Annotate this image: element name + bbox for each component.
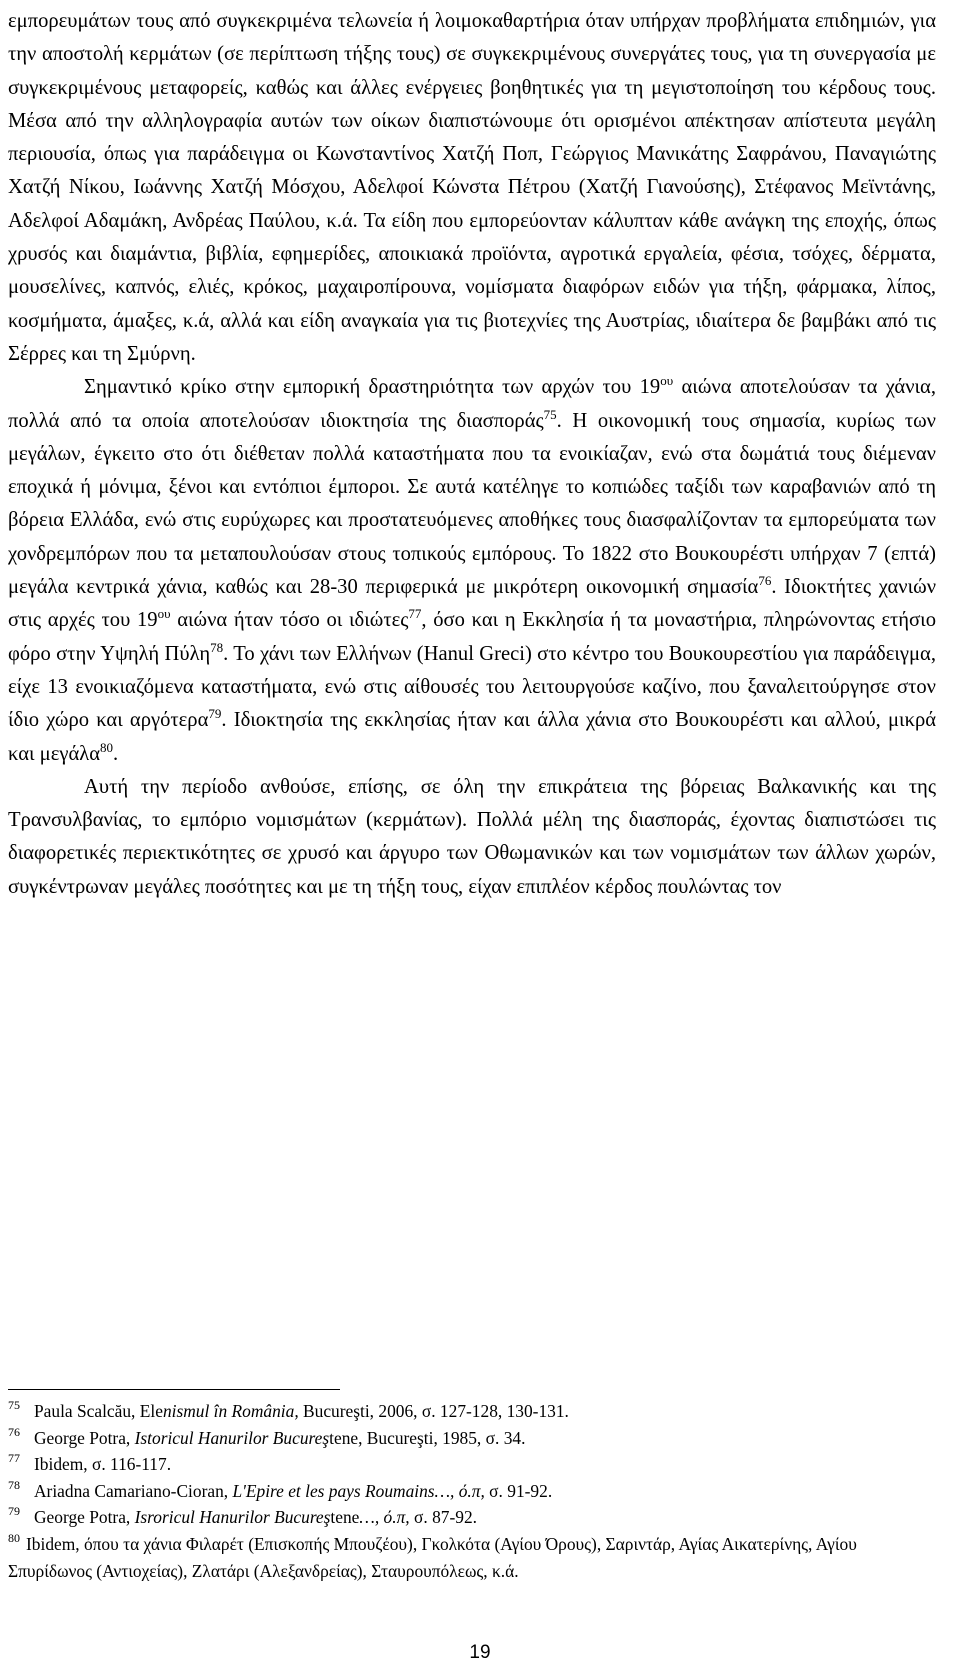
paragraph	[8, 771, 936, 904]
footnote-reference: 80	[100, 739, 114, 755]
footnote: 80 Ibidem, όπου τα χάνια Φιλαρέτ (Επισκοπής Μπουζέου), Γκολκότα (Αγίου Όρους), Σαριντάρ, Αγίας Αικατερίνης, Αγίου Σπυρίδωνος (Αντιοχείας), Ζλατάρι (Αλεξανδρείας), Σταυρουπόλεως, κ.ά.	[8, 1530, 857, 1581]
text-run: .	[113, 742, 119, 765]
text-run: αιώνα ήταν τόσο οι ιδιώτες	[170, 609, 409, 632]
italic-title: …, ό.π,	[359, 1507, 410, 1528]
footnote-reference: ου	[660, 373, 674, 389]
footnotes	[8, 1398, 936, 1584]
footnote-reference: 78	[210, 639, 224, 655]
text-run: σ. 87-92.	[409, 1507, 477, 1528]
footnote-reference: 77	[408, 606, 422, 622]
paragraph	[8, 371, 936, 771]
footnote: 78 Ariadna Camariano-Cioran, L'Epire et les pays Roumains…, ό.π, σ. 91-92.	[8, 1477, 553, 1501]
paragraph	[8, 0, 936, 371]
footnote-reference: 76	[758, 573, 772, 589]
page-number: 19	[469, 1642, 491, 1663]
footnote: 77 Ibidem, σ. 116-117.	[8, 1451, 172, 1475]
text-run: tene	[330, 1507, 360, 1528]
text-run: tene, Bucureşti, 1985, σ. 34.	[329, 1427, 526, 1448]
footnote: 75 Paula Scalcău, Elenismul în România, Bucureşti, 2006, σ. 127-128, 130-131.	[8, 1398, 569, 1421]
italic-title: L'Epire et les pays Roumains…, ό.π,	[232, 1480, 485, 1501]
italic-title: Istoricul Hanurilor Bucureş	[134, 1427, 330, 1448]
footnote-reference: ου	[157, 606, 171, 622]
text-run: . Η οικονομική τους σημασία, κυρίως των μεγάλων, έγκειτο στο ότι διέθεταν πολλά καταστήματα που τα ενοικίαζαν, ενώ στα δωμάτιά τους διέμεναν εποχικά ή μόνιμα, ξένοι και εντόπιοι έμποροι. Σε αυτά κατέληγε το κοπιώδες ταξίδι των καραβανιών από τη βόρεια Ελλάδα, ενώ στις ευρύχωρες και προστατευόμενες αποθήκες τους διασφαλίζονταν τα εμπορεύματα των χονδρεμπόρων που τα μεταπουλούσαν στους τοπικούς εμπόρους. Το 1822 στο Βουκουρέστι υπήρχαν 7 (επτά) μεγάλα κεντρικά χάνια, καθώς και 28-30 περιφερικά με μικρότερη οικονομική σημασία	[8, 409, 936, 599]
text-run: Σημαντικό κρίκο στην εμπορική δραστηριότητα των αρχών του 19	[84, 376, 661, 399]
text-run: . Το χάνι των Ελλήνων (Hanul Greci) στο κέντρο του Βουκουρεστίου για παράδειγμα, είχε 13 ενοικιαζόμενα καταστήματα, ενώ στις αίθουσές του λειτουργούσε καζίνο, που ξαναλειτούργησε στον ίδιο χώρο και αργότερα	[8, 642, 936, 732]
text-run: Ibidem, όπου τα χάνια Φιλαρέτ (Επισκοπής Μπουζέου), Γκολκότα (Αγίου Όρους), Σαριντάρ, Αγίας Αικατερίνης, Αγίου Σπυρίδωνος (Αντιοχείας), Ζλατάρι (Αλεξανδρείας), Σταυρουπόλεως, κ.ά.	[8, 1533, 857, 1581]
footnote-reference: 75	[543, 406, 557, 422]
text-run: Αυτή την περίοδο ανθούσε, επίσης, σε όλη την επικράτεια της βόρειας Βαλκανικής και της Τρανσυλβανίας, το εμπόριο νομισμάτων (κερμάτων). Πολλά μέλη της διασποράς, έχοντας διαπιστώσει τις διαφορετικές περιεκτικότητες σε χρυσό και άργυρο των Οθωμανικών και των νομισμάτων των άλλων χωρών, συγκέντρωναν μεγάλες ποσότητες και με τη τήξη τους, είχαν επιπλέον κέρδος πουλώντας τον	[8, 775, 936, 898]
footnote-reference: 79	[208, 706, 222, 722]
italic-title: nismul în România,	[162, 1401, 299, 1421]
text-run: εμπορευμάτων τους από συγκεκριμένα τελωνεία ή λοιμοκαθαρτήρια όταν υπήρχαν προβλήματα επιδημιών, για την αποστολή κερμάτων (σε περίπτωση τήξης τους) σε συγκεκριμένους συνεργάτες τους, για τη συνεργασία με συγκεκριμένους μεταφορείς, καθώς και άλλες ενέργειες βοηθητικές για τη μεγιστοποίηση του κέρδους τους. Μέσα από την αλληλογραφία αυτών των οίκων διαπιστώνουμε ότι ορισμένοι απέκτησαν απίστευτα μεγάλη περιουσία, όπως για παράδειγμα οι Κωνσταντίνος Χατζή Ποπ, Γεώργιος Μανικάτης Σαφράνου, Παναγιώτης Χατζή Νίκου, Ιωάννης Χατζή Μόσχου, Αδελφοί Κώνστα Πέτρου (Χατζή Γιανούσης), Στέφανος Μεϊντάνης, Αδελφοί Αδαμάκη, Ανδρέας Παύλου, κ.ά. Τα είδη που εμπορεύονταν κάλυπταν κάθε ανάγκη της εποχής, όπως χρυσός και διαμάντια, βιβλία, εφημερίδες, αποικιακά προϊόντα, αγροτικά εργαλεία, φέσια, τσόχες, δέρματα, μουσελίνες, καπνός, ελιές, κρόκος, μαχαιροπίρουνα, νομίσματα διαφόρων ειδών για τήξη, φάρμακα, λίπος, κοσμήματα, άμαξες, κ.ά, αλλά και είδη αναγκαία για τις βιοτεχνίες της Αυστρίας, ιδιαίτερα δε βαμβάκι από τις Σέρρες και τη Σμύρνη.	[8, 10, 936, 365]
text-run: Ariadna Camariano-Cioran,	[34, 1480, 233, 1501]
text-run: Paula Scalcău, Ele	[34, 1401, 163, 1421]
text-run: . Ιδιοκτησία της εκκλησίας ήταν και άλλα χάνια στο Βουκουρέστι και αλλού, μικρά και μεγάλα	[8, 709, 937, 765]
footnote: 79 George Potra, Isroricul Hanurilor Bucureştene…, ό.π, σ. 87-92.	[8, 1504, 477, 1528]
text-run: Bucureşti, 2006, σ. 127-128, 130-131.	[298, 1401, 569, 1421]
text-run: αιώνα αποτελούσαν τα χάνια, πολλά από τα οποία αποτελούσαν ιδιοκτησία της διασποράς	[8, 376, 936, 432]
text-run: George Potra,	[34, 1507, 135, 1528]
text-run: Ibidem, σ. 116-117.	[34, 1454, 172, 1475]
footnote: 76 George Potra, Istoricul Hanurilor Bucureştene, Bucureşti, 1985, σ. 34.	[8, 1424, 526, 1448]
text-run: George Potra,	[34, 1427, 135, 1448]
footnote-separator	[8, 1389, 340, 1390]
body-text	[8, 0, 936, 904]
italic-title: Isroricul Hanurilor Bucureş	[134, 1507, 331, 1528]
text-run: . Ιδιοκτήτες χανιών στις αρχές του 19	[8, 576, 936, 632]
text-run: , όσο και η Εκκλησία ή τα μοναστήρια, πληρώνοντας ετήσιο φόρο στην Υψηλή Πύλη	[8, 609, 936, 665]
text-run: σ. 91-92.	[484, 1480, 553, 1501]
